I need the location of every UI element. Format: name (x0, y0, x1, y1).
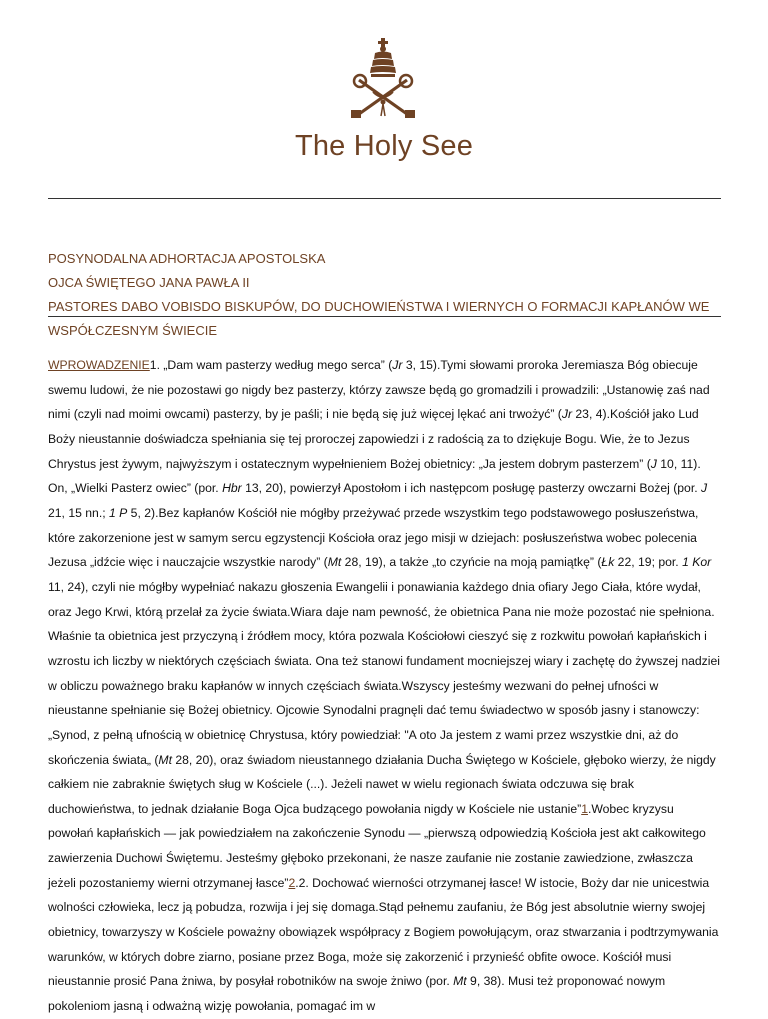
text-run: 5, 2).Bez kapłanów Kościół nie mógłby przeżywać przede wszystkim tego podstawowego posłuszeństwa, które zakorzenione jest w samym sercu egzystencji Kościoła oraz jego misji w dziejach: posłuszeństwa wobec polecenia Jezusa „idźcie więc i nauczajcie wszystkie narody” ( (48, 505, 699, 570)
title-line: WSPÓŁCZESNYM ŚWIECIE (48, 323, 218, 338)
scripture-reference: J (650, 456, 657, 471)
title-line: PASTORES DABO VOBISDO BISKUPÓW, DO DUCHOWIEŃSTWA I WIERNYCH O FORMACJI KAPŁANÓW WE (48, 299, 710, 314)
text-run: 10, 11). On, „Wielki Pasterz owiec” (por. (48, 456, 701, 496)
text-run: 28, 20), oraz świadom nieustannego działania Ducha Świętego w Kościele, głęboko wierzy, że nigdy całkiem nie zabraknie świętych sług w Kościele (...). Jeżeli nawet w wielu regionach świata odczuwa się brak duchowieństwa, to jednak działanie Boga Ojca budzącego powołania nigdy w Kościele nie ustanie” (48, 752, 716, 816)
title-line: OJCA ŚWIĘTEGO JANA PAWŁA II (48, 275, 250, 290)
header-divider (48, 198, 721, 199)
scripture-reference: 1 P (109, 505, 128, 520)
text-run: 11, 24), czyli nie mógłby wypełniać nakazu głoszenia Ewangelii i ponawiania każdego dnia ofiary Jego Ciała, które wydał, oraz Jego Krwi, którą przelał za życie świata.Wiara daje nam pewność, że obietnica Pana nie może pozostać nie spełniona. Właśnie ta obietnica jest przyczyną i źródłem mocy, która pozwala Kościołowi cieszyć się z rozkwitu powołań kapłańskich i wzrostu ich liczby w niektórych częściach świata. Ona też stanowi fundament mocniejszej wiary i zachętę do żywszej nadziei w obliczu poważnego braku kapłanów w innych częściach świata.Wszyscy jesteśmy wezwani do pełnej ufności w nieustanne spełnianie się Bożej obietnicy. Ojcowie Synodalni pragnęli dać temu świadectwo w sposób jasny i stanowczy: „Synod, z pełną ufnością w obietnicę Chrystusa, który powiedział: "A oto Ja jestem z wami przez wszystkie dni, aż do skończenia świata„ ( (48, 579, 720, 767)
text-run: .2. Dochować wierności otrzymanej łasce! W istocie, Boży dar nie unicestwia wolności człowieka, lecz ją pobudza, rozwija i jej się domaga.Stąd pełnemu zaufaniu, że Bóg jest absolutnie wierny swojej obietnicy, towarzyszy w Kościele poważny obowiązek współpracy z Bogiem powołującym, oraz stwarzania i podtrzymywania warunków, w których dobre ziarno, posiane przez Boga, może się zakorzenić i przynieść obfite owoce. Kościół musi nieustannie prosić Pana żniwa, by posyłał robotników na swoje żniwo (por. (48, 875, 719, 989)
paragraph-content (48, 358, 720, 1013)
text-run: 1. „Dam wam pasterzy według mego serca” ( (149, 358, 393, 372)
body-paragraph (48, 353, 720, 1019)
scripture-reference: Łk (601, 555, 615, 570)
scripture-reference: 1 Kor (682, 555, 712, 570)
text-run: 13, 20), powierzył Apostołom i ich następcom posługę pasterzy owczarni Bożej (por. (241, 481, 701, 496)
site-header (0, 0, 768, 200)
text-run: .Wobec kryzysu powołań kapłańskich — jak powiedziałem na zakończenie Synodu — „pierwszą odpowiedzią Kościoła jest akt całkowitego zawierzenia Duchowi Świętemu. Jesteśmy głęboko przekonani, że nasze zaufanie nie zostanie zawiedzione, zwłaszcza jeżeli pozostaniemy wierni otrzymanej łasce” (48, 801, 706, 890)
intro-link[interactable]: WPROWADZENIE (48, 358, 150, 372)
text-run: 3, 15).Tymi słowami proroka Jeremiasza Bóg obiecuje swemu ludowi, że nie pozostawi go nigdy bez pasterzy, którzy zawsze będą go gromadzili i prowadzili: „Ustanowię zaś nad nimi (czyli nad moimi owcami) pasterzy, by je paśli; i nie będą się już więcej lękać ani trwożyć” ( (48, 358, 710, 422)
title-divider (48, 316, 721, 317)
footnote-link[interactable]: 1 (581, 801, 588, 816)
text-run: 21, 15 nn.; (48, 505, 109, 520)
scripture-reference: Jr (561, 407, 573, 422)
text-run: 9, 38). Musi też proponować nowym pokoleniom jasną i odważną wizję powołania, pomagać im w (48, 974, 666, 1014)
title-line: POSYNODALNA ADHORTACJA APOSTOLSKA (48, 251, 326, 266)
papal-keys-tiara-emblem-icon[interactable] (347, 38, 419, 122)
scripture-reference: Mt (158, 752, 172, 767)
footnote-link[interactable]: 2 (288, 875, 296, 890)
scripture-reference: Mt (327, 555, 342, 570)
text-run: 23, 4).Kościół jako Lud Boży nieustannie doświadcza spełniania się tej proroczej zapowiedzi i z radością za to dziękuje Bogu. Wie, że to Jezus Chrystus jest żywym, najwyższym i ostatecznym wypełnieniem Bożej obietnicy: „Ja jestem dobrym pasterzem” ( (48, 407, 699, 471)
document-title-block (48, 247, 721, 343)
scripture-reference: J (701, 481, 708, 496)
scripture-reference: Hbr (222, 481, 242, 496)
scripture-reference: Jr (392, 358, 403, 372)
text-run: 28, 19), a także „to czyńcie na moją pamiątkę” ( (341, 555, 602, 570)
site-title[interactable]: The Holy See (294, 130, 474, 162)
text-run: 22, 19; por. (614, 555, 683, 570)
scripture-reference: Mt (453, 974, 467, 989)
